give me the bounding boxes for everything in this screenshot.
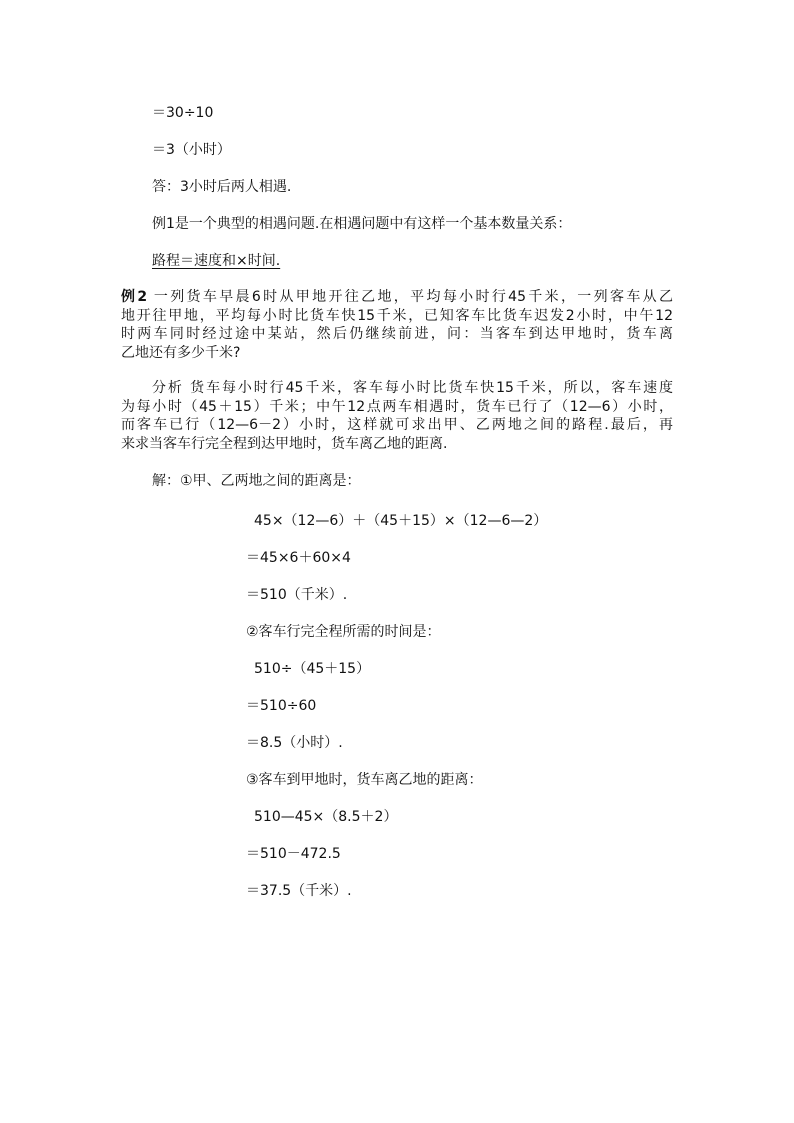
analysis-line-1: 分析 货车每小时行45千米，客车每小时比货车快15千米，所以，客车速度: [152, 380, 673, 396]
step3-intro: ③客车到甲地时，货车离乙地的距离：: [246, 772, 483, 788]
example2-line-2: 地开往甲地，平均每小时比货车快15千米，已知客车比货车迟发2小时，中午12: [121, 307, 673, 324]
analysis-line-4: 来求当客车行完全程到达甲地时，货车离乙地的距离.: [121, 435, 448, 452]
step2-expression: 510÷（45＋15）: [254, 661, 371, 677]
solution-intro: 解：①甲、乙两地之间的距离是：: [152, 473, 361, 489]
step2-result: ＝8.5（小时）.: [246, 735, 343, 751]
calc-line-2: ＝3（小时）: [152, 142, 231, 158]
step1-computation: ＝45×6＋60×4: [246, 550, 351, 566]
calc-line-1: ＝30÷10: [152, 105, 214, 121]
example2-label: 例2: [121, 289, 148, 305]
step2-computation: ＝510÷60: [246, 698, 317, 714]
example2-line-4: 乙地还有多少千米?: [121, 344, 241, 361]
analysis-line-3: 而客车已行（12—6－2）小时，这样就可求出甲、乙两地之间的路程.最后，再: [121, 417, 673, 433]
formula-line: 路程＝速度和×时间.: [152, 253, 281, 269]
analysis-line-2: 为每小时（45＋15）千米；中午12点两车相遇时，货车已行了（12—6）小时，: [121, 398, 673, 415]
example2-line-1: 例2 一列货车早晨6时从甲地开往乙地，平均每小时行45千米，一列客车从乙: [121, 289, 673, 305]
step3-expression: 510—45×（8.5＋2）: [254, 809, 398, 825]
example2-paragraph: [121, 288, 673, 362]
step1-expression: 45×（12—6）＋（45＋15）×（12—6—2）: [254, 513, 548, 529]
step2-intro: ②客车行完全程所需的时间是：: [246, 624, 441, 640]
example2-line-3: 时两车同时经过途中某站，然后仍继续前进，问：当客车到达甲地时，货车离: [121, 326, 673, 342]
step3-result: ＝37.5（千米）.: [246, 883, 352, 899]
step1-result: ＝510（千米）.: [246, 587, 348, 603]
step3-computation: ＝510－472.5: [246, 846, 341, 862]
analysis-paragraph: [121, 379, 673, 453]
answer-line: 答：3小时后两人相遇.: [152, 179, 292, 195]
example1-note: 例1是一个典型的相遇问题.在相遇问题中有这样一个基本数量关系：: [152, 216, 572, 232]
